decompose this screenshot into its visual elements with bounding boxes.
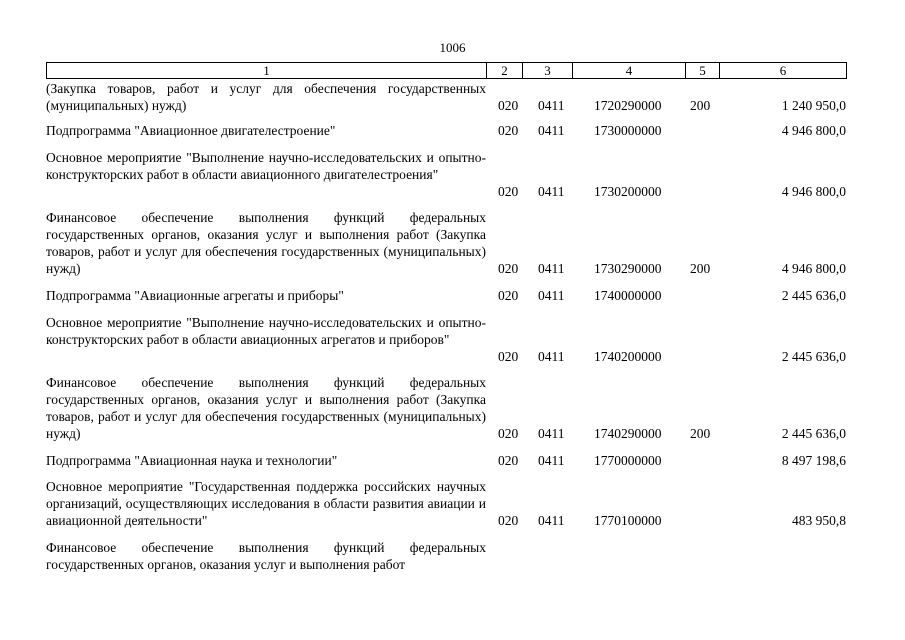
row-description: Подпрограмма "Авиационные агрегаты и приборы" bbox=[46, 288, 344, 303]
row-amount: 4 946 800,0 bbox=[781, 261, 846, 276]
row-code-ministry: 020 bbox=[498, 261, 519, 276]
row-description: (Закупка товаров, работ и услуг для обеспечения государственных (муниципальных) нужд) bbox=[46, 81, 486, 113]
row-code-ministry: 020 bbox=[498, 513, 519, 528]
row-amount: 8 497 198,6 bbox=[781, 453, 846, 468]
table-row bbox=[46, 314, 846, 365]
table-row bbox=[46, 452, 846, 469]
row-code-target: 1770000000 bbox=[594, 453, 662, 468]
row-code-target: 1720290000 bbox=[594, 98, 662, 113]
row-code-section: 0411 bbox=[538, 349, 565, 364]
row-code-expense-type: 200 bbox=[690, 261, 711, 276]
row-description: Подпрограмма "Авиационное двигателестроение" bbox=[46, 123, 336, 138]
row-description: Подпрограмма "Авиационная наука и технологии" bbox=[46, 453, 338, 468]
row-amount: 2 445 636,0 bbox=[781, 426, 846, 441]
row-code-target: 1770100000 bbox=[594, 513, 662, 528]
row-code-ministry: 020 bbox=[498, 349, 519, 364]
row-code-ministry: 020 bbox=[498, 184, 519, 199]
row-code-section: 0411 bbox=[538, 453, 565, 468]
row-code-expense-type: 200 bbox=[690, 426, 711, 441]
page-number: 1006 bbox=[439, 40, 466, 55]
column-header-3: 3 bbox=[523, 63, 573, 79]
table-row bbox=[46, 478, 846, 529]
row-code-section: 0411 bbox=[538, 426, 565, 441]
row-amount: 483 950,8 bbox=[792, 513, 846, 528]
table-row bbox=[46, 80, 846, 114]
row-code-target: 1740200000 bbox=[594, 349, 662, 364]
row-code-target: 1740290000 bbox=[594, 426, 662, 441]
row-code-section: 0411 bbox=[538, 288, 565, 303]
column-header-2: 2 bbox=[487, 63, 523, 79]
row-code-section: 0411 bbox=[538, 513, 565, 528]
table-row bbox=[46, 149, 846, 200]
column-header-5: 5 bbox=[686, 63, 720, 79]
row-code-section: 0411 bbox=[538, 123, 565, 138]
column-header-6: 6 bbox=[720, 63, 847, 79]
row-amount: 2 445 636,0 bbox=[781, 288, 846, 303]
row-code-target: 1740000000 bbox=[594, 288, 662, 303]
table-row bbox=[46, 122, 846, 139]
table-row bbox=[46, 287, 846, 304]
row-description: Основное мероприятие "Выполнение научно-исследовательских и опытно-конструкторских работ в области авиационного двигателестроения" bbox=[46, 150, 486, 182]
row-amount: 2 445 636,0 bbox=[781, 349, 846, 364]
row-code-ministry: 020 bbox=[498, 98, 519, 113]
column-header-row bbox=[46, 62, 847, 79]
row-code-ministry: 020 bbox=[498, 426, 519, 441]
row-description: Основное мероприятие "Выполнение научно-исследовательских и опытно-конструкторских работ в области авиационных агрегатов и приборов" bbox=[46, 315, 486, 347]
row-code-target: 1730200000 bbox=[594, 184, 662, 199]
row-amount: 4 946 800,0 bbox=[781, 184, 846, 199]
row-amount: 4 946 800,0 bbox=[781, 123, 846, 138]
row-code-ministry: 020 bbox=[498, 288, 519, 303]
row-code-target: 1730000000 bbox=[594, 123, 662, 138]
row-code-ministry: 020 bbox=[498, 123, 519, 138]
row-code-expense-type: 200 bbox=[690, 98, 711, 113]
row-amount: 1 240 950,0 bbox=[781, 98, 846, 113]
row-description: Финансовое обеспечение выполнения функций федеральных государственных органов, оказания услуг и выполнения работ (Закупка товаров, работ и услуг для обеспечения государственных (муниципальных) нужд) bbox=[46, 210, 486, 276]
table-row bbox=[46, 374, 846, 442]
row-code-target: 1730290000 bbox=[594, 261, 662, 276]
table-row bbox=[46, 209, 846, 277]
table-row bbox=[46, 539, 846, 573]
column-header-4: 4 bbox=[573, 63, 686, 79]
row-code-section: 0411 bbox=[538, 98, 565, 113]
row-code-ministry: 020 bbox=[498, 453, 519, 468]
column-header-1: 1 bbox=[47, 63, 487, 79]
row-description: Финансовое обеспечение выполнения функций федеральных государственных органов, оказания услуг и выполнения работ bbox=[46, 540, 486, 572]
row-description: Финансовое обеспечение выполнения функций федеральных государственных органов, оказания услуг и выполнения работ (Закупка товаров, работ и услуг для обеспечения государственных (муниципальных) нужд) bbox=[46, 375, 486, 441]
row-description: Основное мероприятие "Государственная поддержка российских научных организаций, осуществляющих исследования в области развития авиации и авиационной деятельности" bbox=[46, 479, 486, 528]
row-code-section: 0411 bbox=[538, 184, 565, 199]
row-code-section: 0411 bbox=[538, 261, 565, 276]
